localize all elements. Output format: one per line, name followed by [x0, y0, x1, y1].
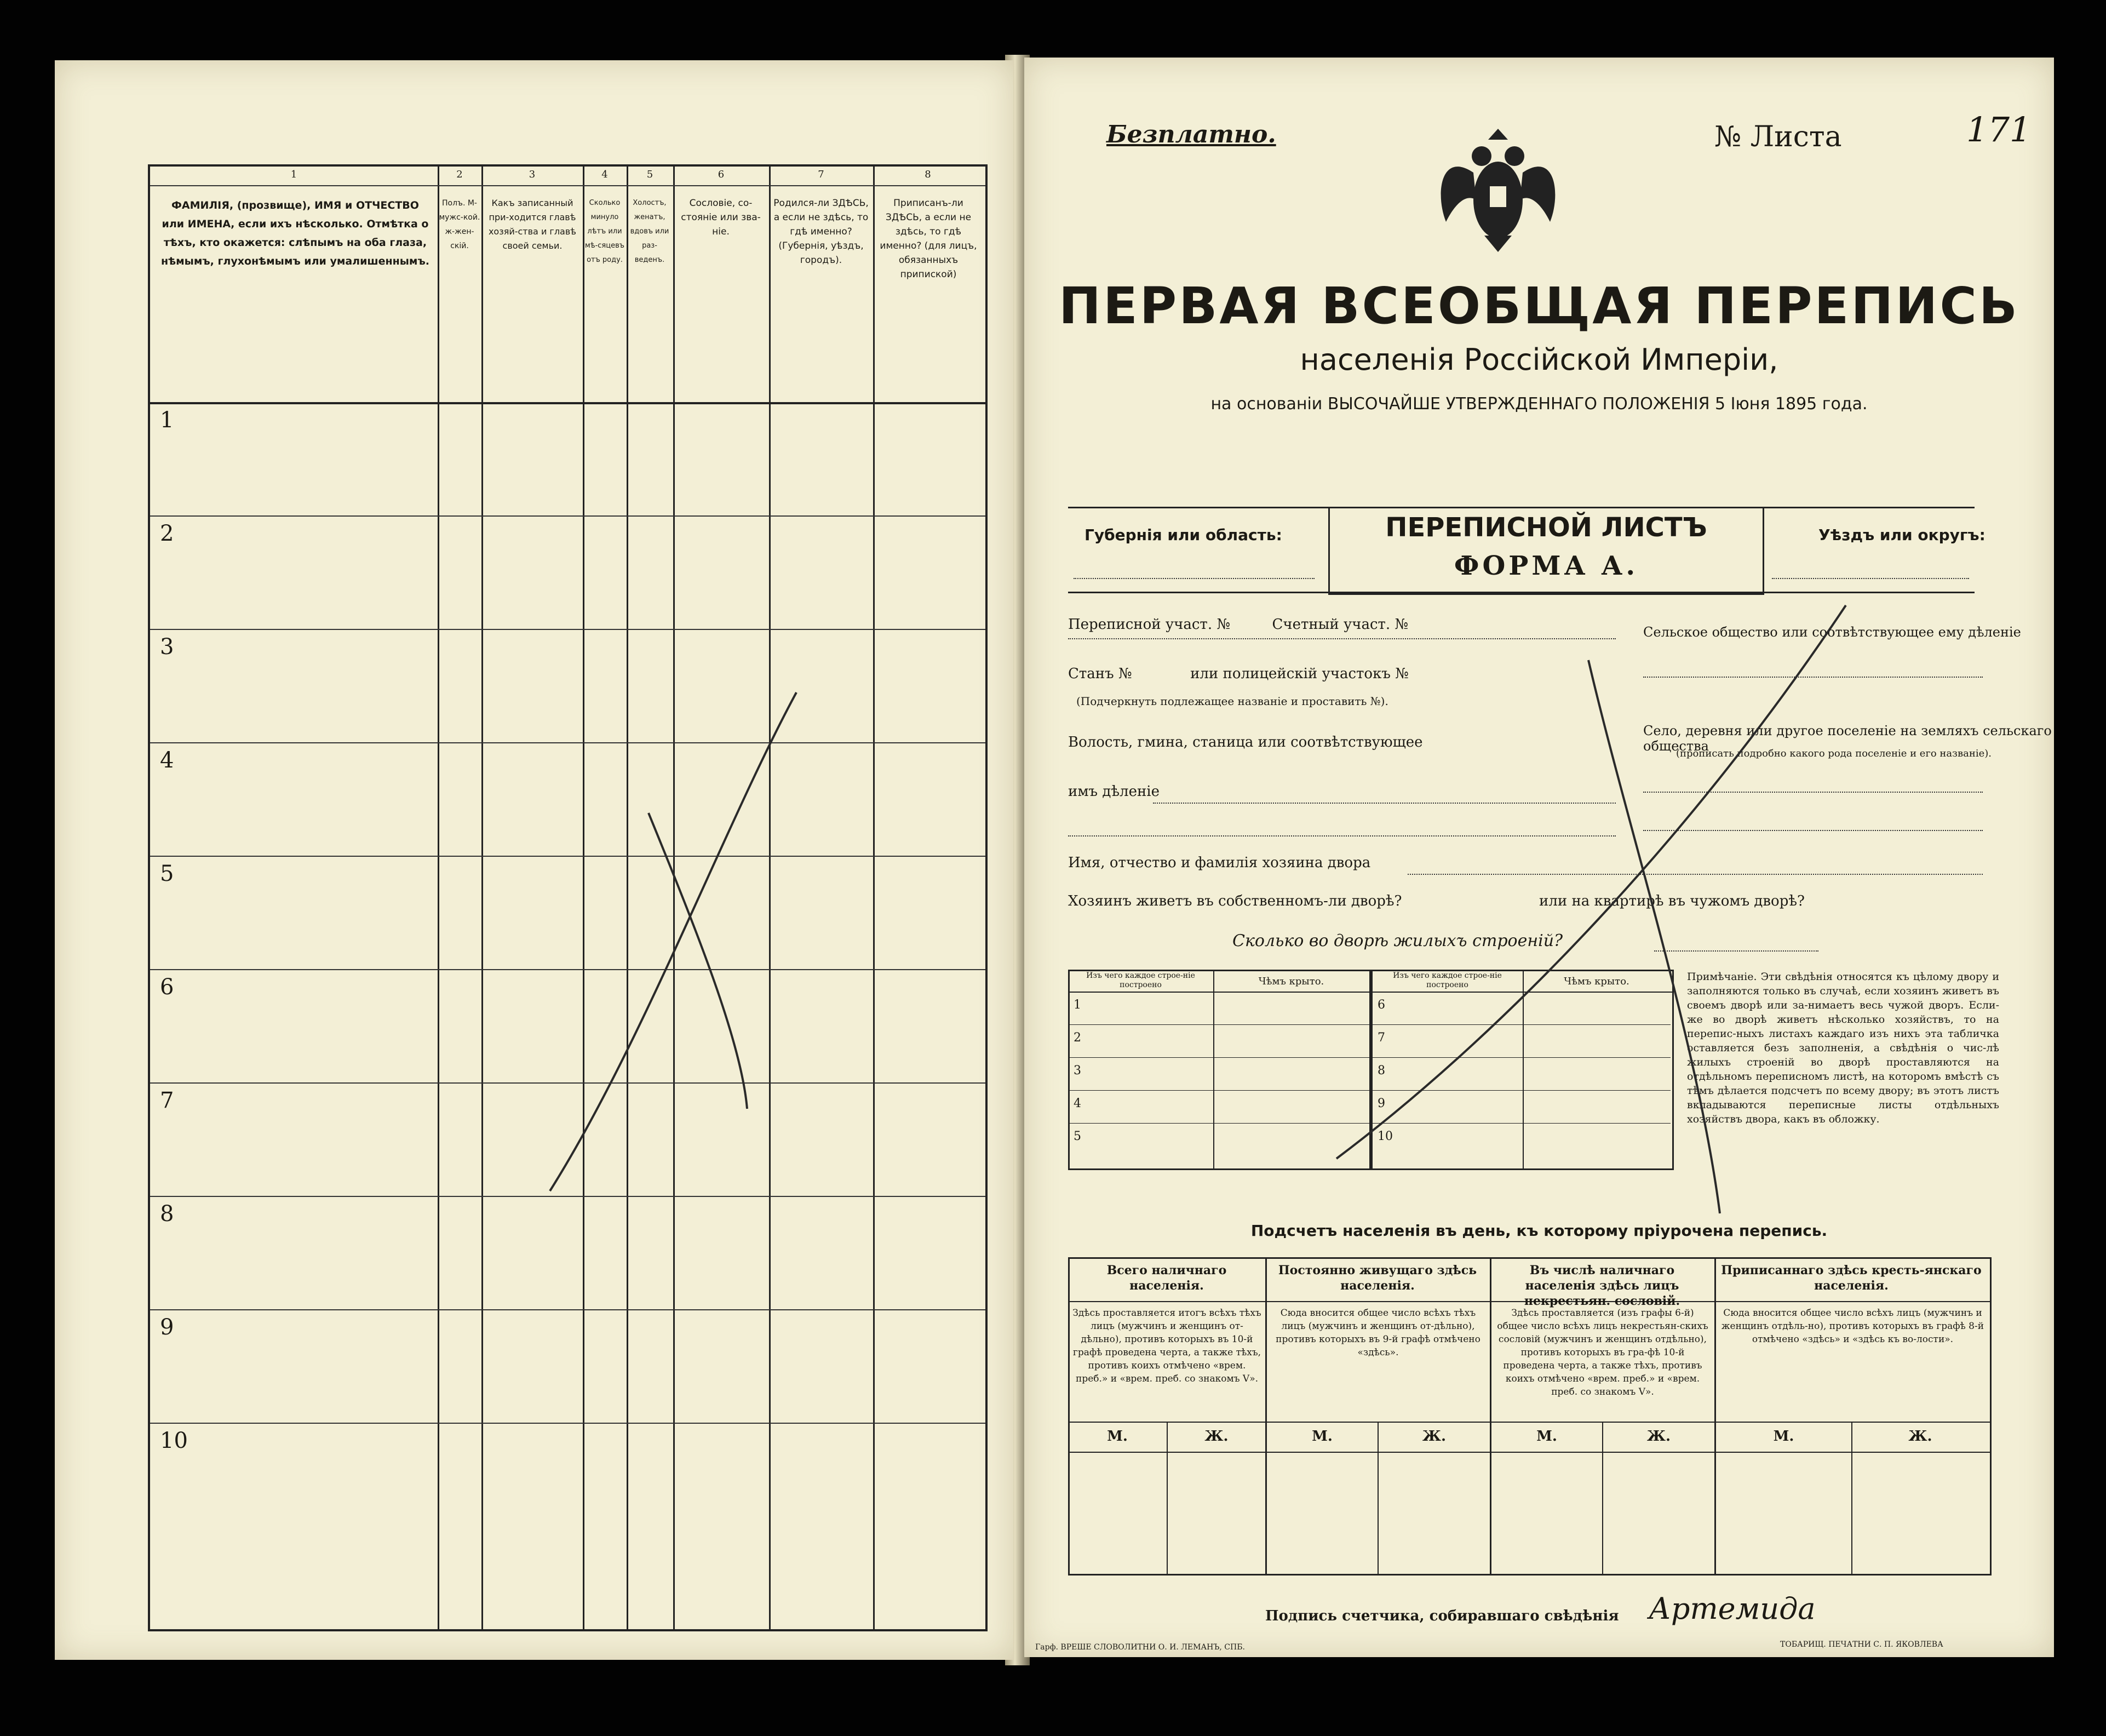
underline-note: (Подчеркнуть подлежащее названіе и проставить №).	[1076, 695, 1388, 708]
male-label: М.	[1107, 1428, 1128, 1445]
free-label: Безплатно.	[1106, 121, 1276, 148]
roof-header: Чѣмъ крыто.	[1564, 976, 1629, 987]
printer-right: ТОБАРИЩ. ПЕЧАТНИ С. П. ЯКОВЛЕВА	[1780, 1640, 1943, 1649]
row-label: 9	[1378, 1097, 1385, 1110]
count-col-desc: Здѣсь проставляется (изъ графы 6-й) общее число всѣхъ лицъ некрестьян-скихъ сословій (мужчинъ и женщинъ отдѣльно), противъ которыхъ въ гра-фѣ 10-й проведена черта, а также тѣхъ, противъ коихъ отмѣчено «врем. преб.» и «врем. преб. со знакомъ V».	[1497, 1308, 1708, 1397]
subtitle: населенія Россійской Имперіи,	[1300, 342, 1778, 377]
row-label: 4	[1074, 1097, 1081, 1110]
row-number: 9	[160, 1315, 174, 1340]
col-number: 6	[718, 169, 725, 180]
volost-label: Волость, гмина, станица или соотвѣтствующее	[1068, 734, 1423, 750]
row-number: 4	[160, 748, 174, 773]
form-label: ФОРМА А.	[1454, 551, 1639, 581]
note-text: Примѣчаніе. Эти свѣдѣнія относятся къ цѣлому двору и заполняются только въ случаѣ, если хозяинъ живетъ въ своемъ дворѣ или за-нимаетъ весь чужой дворъ. Если-же во дворѣ живетъ нѣсколько хозяйствъ, то на перепис-ныхъ листахъ каждаго изъ нихъ эта табличка оставляется безъ заполненія, а свѣдѣнія о чис-лѣ жилыхъ строеній во дворѣ проставляются на отдѣльномъ переписномъ листѣ, на которомъ вмѣстѣ съ тѣмъ дѣлается подсчетъ по всему двору; въ этотъ листъ вкладываются переписные листы отдѣльныхъ хозяйствъ двора, какъ въ обложку.	[1687, 971, 1999, 1125]
male-label: М.	[1312, 1428, 1333, 1445]
row-label: 10	[1378, 1130, 1393, 1143]
male-label: М.	[1536, 1428, 1557, 1445]
count-col-desc: Сюда вносится общее число всѣхъ тѣхъ лицъ (мужчинъ и женщинъ от-дѣльно), противъ которыхъ въ 9-й графѣ отмѣчено «здѣсь».	[1276, 1308, 1480, 1358]
main-title: ПЕРВАЯ ВСЕОБЩАЯ ПЕРЕПИСЬ	[1058, 277, 2020, 335]
female-label: Ж.	[1646, 1428, 1671, 1445]
row-label: 6	[1378, 998, 1385, 1012]
rural-society-label: Сельское общество или соотвѣтствующее ему дѣленіе	[1643, 624, 2021, 640]
col-number: 7	[818, 169, 824, 180]
sheet-title: ПЕРЕПИСНОЙ ЛИСТЪ	[1385, 512, 1707, 543]
header-registered: Приписанъ-ли ЗДѢСЬ, а если не здѣсь, то гдѣ именно? (для лицъ, обязанныхъ припиской)	[880, 198, 977, 280]
row-label: 3	[1074, 1064, 1081, 1078]
female-label: Ж.	[1422, 1428, 1447, 1445]
row-number: 7	[160, 1088, 174, 1113]
village-label: Село, деревня или другое поселеніе на земляхъ сельскаго общества	[1643, 723, 2052, 754]
sheet-no-label: № Листа	[1714, 121, 1842, 153]
header-age: Сколько минуло лѣтъ или мѣ-сяцевъ отъ роду.	[585, 199, 624, 264]
owner-label: Имя, отчество и фамилія хозяина двора	[1068, 855, 1371, 871]
row-number: 2	[160, 521, 174, 546]
row-label: 7	[1378, 1031, 1385, 1045]
row-label: 2	[1074, 1031, 1081, 1045]
left-page	[55, 60, 1013, 1660]
roof-header: Чѣмъ крыто.	[1258, 976, 1324, 987]
female-label: Ж.	[1204, 1428, 1229, 1445]
row-label: 5	[1074, 1130, 1081, 1143]
signature-value: Артемида	[1649, 1591, 1816, 1626]
count-col-title: Постоянно живущаго здѣсь населенія.	[1278, 1263, 1477, 1293]
district-label: Переписной участ. №	[1068, 616, 1230, 633]
female-label: Ж.	[1908, 1428, 1932, 1445]
row-number: 3	[160, 634, 174, 660]
material-header: Изъ чего каждое строе-ніе построено	[1393, 971, 1502, 989]
census-person-table	[148, 164, 988, 1631]
row-number: 8	[160, 1201, 174, 1227]
col-number: 4	[601, 169, 608, 180]
header-estate: Сословіе, со-стояніе или зва-ніе.	[681, 198, 761, 237]
row-label: 1	[1074, 998, 1081, 1012]
col-number: 8	[925, 169, 931, 180]
count-col-desc: Сюда вносится общее число всѣхъ лицъ (мужчинъ и женщинъ отдѣль-но), противъ которыхъ въ графѣ 8-й отмѣчено «здѣсь» и «здѣсь къ во-лости».	[1721, 1308, 1984, 1345]
right-page	[1024, 58, 2054, 1657]
count-col-title: Въ числѣ наличнаго населенія здѣсь лицъ некрестьян. сословій.	[1524, 1263, 1680, 1308]
village-note: (прописать подробно какого рода поселеніе и его названіе).	[1676, 748, 1992, 759]
header-name: ФАМИЛІЯ, (прозвище), ИМЯ и ОТЧЕСТВО или ИМЕНА, если ихъ нѣсколько. Отмѣтка о тѣхъ, кто окажется: слѣпымъ на оба глаза, нѣмымъ, глухонѣмымъ или умалишеннымъ.	[161, 199, 429, 267]
sheet-no-value: 171	[1966, 110, 2032, 150]
row-number: 10	[160, 1428, 188, 1453]
count-col-title: Всего наличнаго населенія.	[1106, 1263, 1227, 1293]
row-number: 1	[160, 408, 174, 433]
volost-label-2: имъ дѣленіе	[1068, 783, 1160, 800]
count-col-desc: Здѣсь проставляется итогъ всѣхъ тѣхъ лицъ (мужчинъ и женщинъ от-дѣльно), противъ которыхъ въ 10-й графѣ проведена черта, а также тѣхъ, противъ коихъ отмѣчено «врем. преб.» и «врем. преб. со знакомъ V».	[1072, 1308, 1261, 1384]
col-number: 1	[290, 169, 297, 180]
male-label: М.	[1773, 1428, 1794, 1445]
material-header: Изъ чего каждое строе-ніе построено	[1086, 971, 1195, 989]
uezd-label: Уѣздъ или округъ:	[1818, 526, 1986, 544]
row-number: 6	[160, 975, 174, 1000]
header-relation: Какъ записанный при-ходится главѣ хозяй-ства и главѣ своей семьи.	[488, 198, 577, 251]
count-title: Подсчетъ населенія въ день, къ которому пріурочена перепись.	[1250, 1222, 1828, 1240]
printer-left: Гарф. ВРЕШЕ СЛОВОЛИТНИ О. И. ЛЕМАНЪ, СПБ.	[1035, 1643, 1245, 1652]
police-label: или полицейскій участокъ №	[1190, 666, 1409, 682]
stan-label: Станъ №	[1068, 666, 1132, 682]
gubernia-label: Губернія или область:	[1084, 526, 1282, 544]
col-number: 5	[646, 169, 653, 180]
col-number: 2	[456, 169, 463, 180]
legal-basis: на основаніи ВЫСОЧАЙШЕ УТВЕРЖДЕННАГО ПОЛОЖЕНІЯ 5 Іюня 1895 года.	[1210, 394, 1868, 414]
count-district-label: Счетный участ. №	[1272, 616, 1409, 633]
header-birthplace: Родился-ли ЗДѢСЬ, а если не здѣсь, то гдѣ именно? (Губернія, уѣздъ, городъ).	[773, 198, 869, 266]
rented-label: или на квартирѣ въ чужомъ дворѣ?	[1539, 893, 1805, 909]
count-col-title: Приписаннаго здѣсь кресть-янскаго населенія.	[1721, 1263, 1982, 1293]
pencil-strike-mark	[150, 167, 985, 1629]
header-sex: Полъ. М-мужс-кой. ж-жен-скій.	[439, 199, 480, 250]
buildings-question: Сколько во дворѣ жилыхъ строеній?	[1232, 931, 1563, 950]
signature-label: Подпись счетчика, собиравшаго свѣдѣнія	[1265, 1608, 1619, 1624]
pencil-strike-mark	[1024, 58, 2054, 1657]
header-marital: Холостъ, женатъ, вдовъ или раз-веденъ.	[630, 199, 669, 264]
col-number: 3	[529, 169, 536, 180]
owner-lives-label: Хозяинъ живетъ въ собственномъ-ли дворѣ?	[1068, 893, 1402, 909]
row-label: 8	[1378, 1064, 1385, 1078]
row-number: 5	[160, 861, 174, 886]
